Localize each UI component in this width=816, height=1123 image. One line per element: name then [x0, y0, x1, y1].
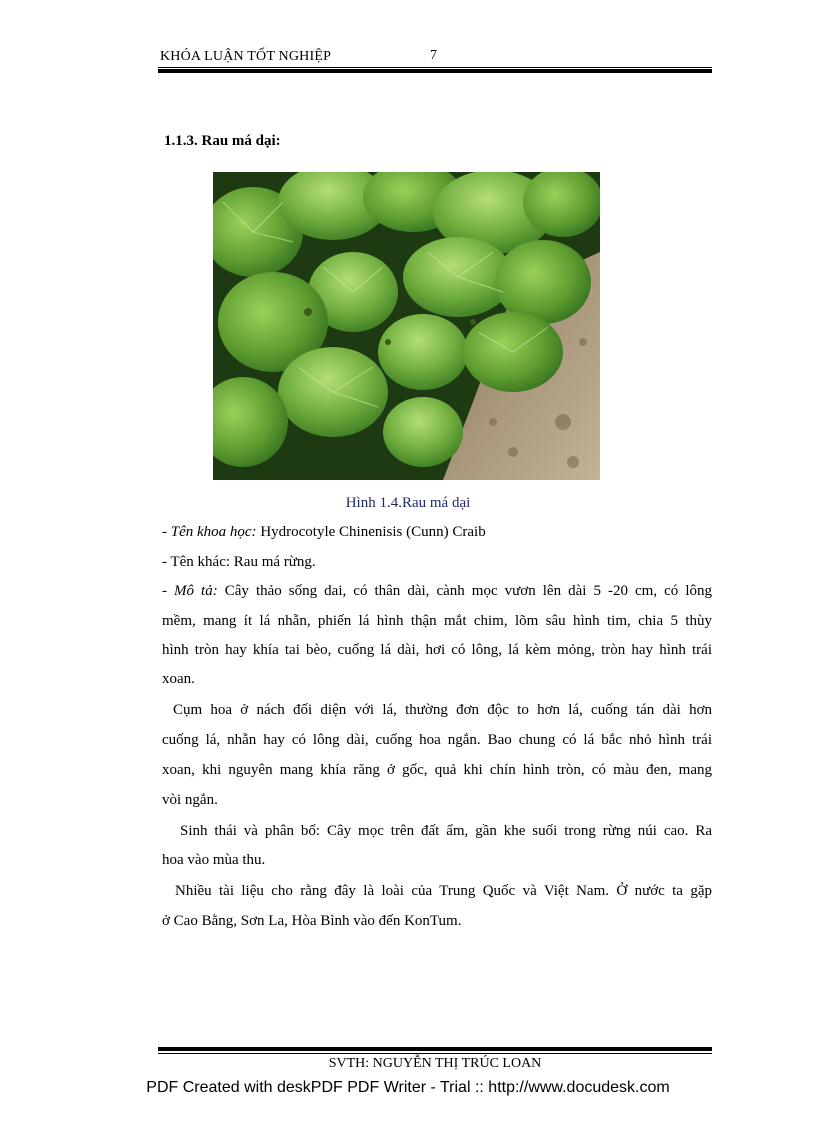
description-line-4: xoan.	[162, 671, 195, 687]
paragraph-4-line-2: ở Cao Bằng, Sơn La, Hòa Bình vào đến KonTum.	[162, 913, 462, 929]
running-header-title: KHÓA LUẬN TỐT NGHIỆP	[160, 49, 332, 64]
figure-caption: Hình 1.4.Rau má dại	[345, 495, 471, 511]
paragraph-4-line-1: Nhiều tài liệu cho rằng đây là loài của Trung Quốc và Việt Nam. Ở nước ta gặp	[175, 883, 712, 899]
pdf-watermark: PDF Created with deskPDF PDF Writer - Trial :: http://www.docudesk.com	[146, 1079, 670, 1096]
scientific-name-label: - Tên khoa học:	[162, 524, 257, 540]
description-line-1-text: Cây thảo sống dai, có thân dài, cành mọc vươn lên dài 5 -20 cm, có lông	[217, 583, 712, 599]
paragraph-3-line-2: hoa vào mùa thu.	[162, 852, 266, 868]
plant-photo-image	[213, 172, 600, 480]
description-line-2: mềm, mang ít lá nhẵn, phiến lá hình thận mắt chim, lõm sâu hình tim, chia 5 thùy	[162, 613, 712, 629]
section-heading: 1.1.3. Rau má dại:	[164, 133, 281, 149]
footer-rule-thin	[158, 1053, 712, 1054]
description-label: - Mô tả:	[162, 583, 218, 599]
header-rule-thick	[158, 69, 712, 73]
plant-photo	[213, 172, 600, 480]
paragraph-2-line-2: cuống lá, nhẵn hay có lông dài, cuống hoa ngắn. Bao chung có lá bắc nhỏ hình trái	[162, 732, 712, 748]
footer-rule-thick	[158, 1047, 712, 1051]
page-number: 7	[430, 48, 437, 63]
paragraph-2-line-1: Cụm hoa ở nách đối diện với lá, thường đơn độc to hơn lá, cuống tán dài hơn	[173, 702, 712, 718]
scientific-name-value: Hydrocotyle Chinenisis (Cunn) Craib	[256, 524, 486, 540]
scientific-name-line	[162, 523, 486, 541]
paragraph-3-line-1: Sinh thái và phân bố: Cây mọc trên đất ẩm, gần khe suối trong rừng núi cao. Ra	[180, 823, 712, 839]
header-rule-thin	[158, 67, 712, 68]
paragraph-2-line-3: xoan, khi nguyên mang khía răng ở gốc, quả khi chín hình tròn, có màu đen, mang	[162, 762, 712, 778]
description-line-1	[162, 582, 712, 600]
paragraph-2-line-4: vòi ngắn.	[162, 792, 218, 808]
description-line-3: hình tròn hay khía tai bèo, cuống lá dài, hơi có lông, lá kèm mỏng, tròn hay hình trái	[162, 642, 712, 658]
other-name-line: - Tên khác: Rau má rừng.	[162, 554, 316, 570]
footer-author: SVTH: NGUYỄN THỊ TRÚC LOAN	[328, 1056, 542, 1071]
